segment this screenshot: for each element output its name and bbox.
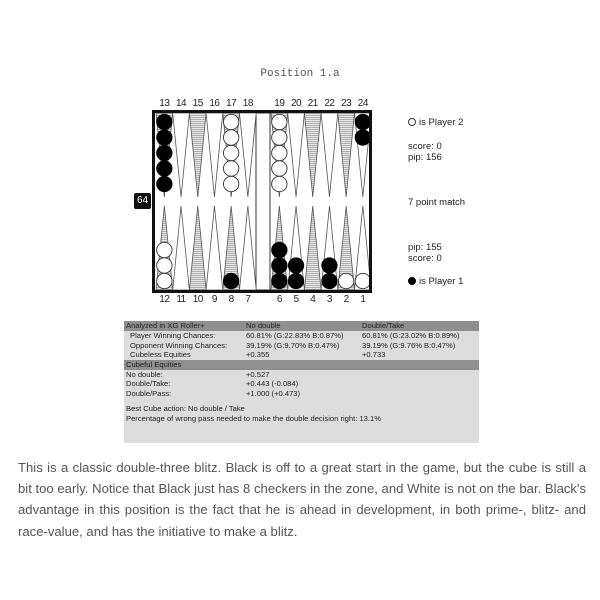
row-label: Double/Take: [126,379,171,388]
point-15 [189,113,206,197]
board-bar [256,113,270,290]
point-23 [338,113,355,197]
black-checker [272,258,287,273]
white-checker [272,145,287,160]
point-number: 5 [293,294,299,305]
point-number: 15 [192,98,203,109]
point-7 [240,206,257,290]
black-checker-icon [408,277,416,285]
wrong-pass: Percentage of wrong pass needed to make the double decision right: 13.1% [126,413,381,423]
white-checker [223,145,238,160]
white-checker [223,114,238,129]
analysis-engine: Analyzed in XG Roller+ [126,321,205,330]
table-row [124,379,479,389]
black-checker [272,273,287,288]
row-value: +0.355 [246,350,270,359]
black-checker [355,114,369,129]
cubeful-title: Cubeful Equities [126,359,182,369]
table-row [124,350,479,360]
point-number: 11 [176,294,186,305]
point-number: 9 [211,294,217,305]
point-number: 20 [290,98,302,109]
point-number: 24 [357,98,368,109]
white-checker-icon [408,118,416,126]
point-18 [240,113,257,197]
black-checker [322,258,337,273]
player1-legend [408,276,463,287]
row-label: Double/Pass: [126,388,172,398]
point-number: 1 [360,294,366,305]
black-checker [272,242,287,257]
row-label: Cubeless Equities [130,350,191,359]
white-checker [355,273,369,288]
black-checker [157,130,172,145]
point-number: 13 [159,98,170,109]
black-checker [288,258,303,273]
point-number: 19 [274,98,285,109]
point-number: 14 [175,98,187,109]
best-action: Best Cube action: No double / Take [126,404,245,413]
point-4 [304,206,321,290]
wrong-pass-row [124,414,479,424]
white-checker [272,161,287,176]
point-number: 21 [307,98,318,109]
player1-score: score: 0 [408,253,442,264]
col-no-double: No double [246,321,281,330]
row-label: Opponent Winning Chances: [130,340,228,350]
row-value: +1.000 (+0.473) [246,388,301,398]
table-row [124,341,479,351]
white-checker [157,242,172,257]
point-number: 23 [341,98,352,109]
row-value: 60.81% (G:23.02% B:0.89%) [362,331,460,340]
player2-pip: pip: 156 [408,152,442,163]
black-checker [322,273,337,288]
row-value: 39.19% (G:9.70% B:0.47%) [246,340,340,350]
point-number: 8 [228,294,234,305]
black-checker [157,114,172,129]
table-row [124,370,479,380]
black-checker [157,161,172,176]
point-22 [321,113,338,197]
white-checker [272,114,287,129]
row-value: 39.19% (G:9.76% B:0.47%) [362,340,456,350]
white-checker [157,273,172,288]
white-checker [223,130,238,145]
row-value: 60.81% (G:22.83% B:0.87%) [246,331,344,340]
point-9 [206,206,223,290]
row-value: +0.733 [362,350,386,359]
point-number: 16 [209,98,220,109]
backgammon-board [152,110,372,293]
point-number: 3 [326,294,332,305]
position-title: Position 1.a [260,68,340,80]
white-checker [272,176,287,191]
black-checker [157,145,172,160]
point-number: 2 [343,294,349,305]
black-checker [157,176,172,191]
point-16 [206,113,223,197]
player2-label: is Player 2 [419,117,464,128]
board-points [155,113,369,290]
cubeful-header [124,360,479,370]
point-number: 10 [192,294,203,305]
point-number: 4 [310,294,316,305]
commentary-paragraph: This is a classic double-three blitz. Black is off to a great start in the game, but the cube is still a bit too early. Notice that Black just has 8 checkers in the zone, and White is not on the bar. Black's advantage in this position is the fact that he is ahead in development, in both prime-, blitz- and race-value, and has the initiative to make a blitz. [18,460,586,539]
best-action-row [124,404,479,414]
player1-pip: pip: 155 [408,242,442,253]
player2-score: score: 0 [408,141,442,152]
table-row [124,389,479,399]
point-number: 22 [324,98,335,109]
white-checker [272,130,287,145]
analysis-table [124,321,479,443]
black-checker [288,273,303,288]
point-21 [304,113,321,197]
white-checker [223,161,238,176]
match-length: 7 point match [408,197,466,208]
player1-label: is Player 1 [419,276,464,287]
col-double-take: Double/Take [362,321,405,330]
point-14 [173,113,190,197]
point-20 [288,113,305,197]
white-checker [223,176,238,191]
point-number: 12 [159,294,170,305]
row-label: Player Winning Chances: [130,331,216,340]
table-row [124,331,479,341]
point-11 [173,206,190,290]
point-10 [189,206,206,290]
point-number: 17 [226,98,237,109]
row-value: +0.527 [246,369,270,379]
row-value: +0.443 (-0.084) [246,379,299,388]
doubling-cube: 64 [134,193,151,209]
analysis-header [124,321,479,331]
black-checker [355,130,369,145]
point-number: 18 [242,98,253,109]
point-number: 6 [276,294,282,305]
row-label: No double: [126,369,163,379]
black-checker [223,273,238,288]
point-number: 7 [245,294,251,305]
white-checker [338,273,353,288]
player2-legend [408,117,463,128]
white-checker [157,258,172,273]
